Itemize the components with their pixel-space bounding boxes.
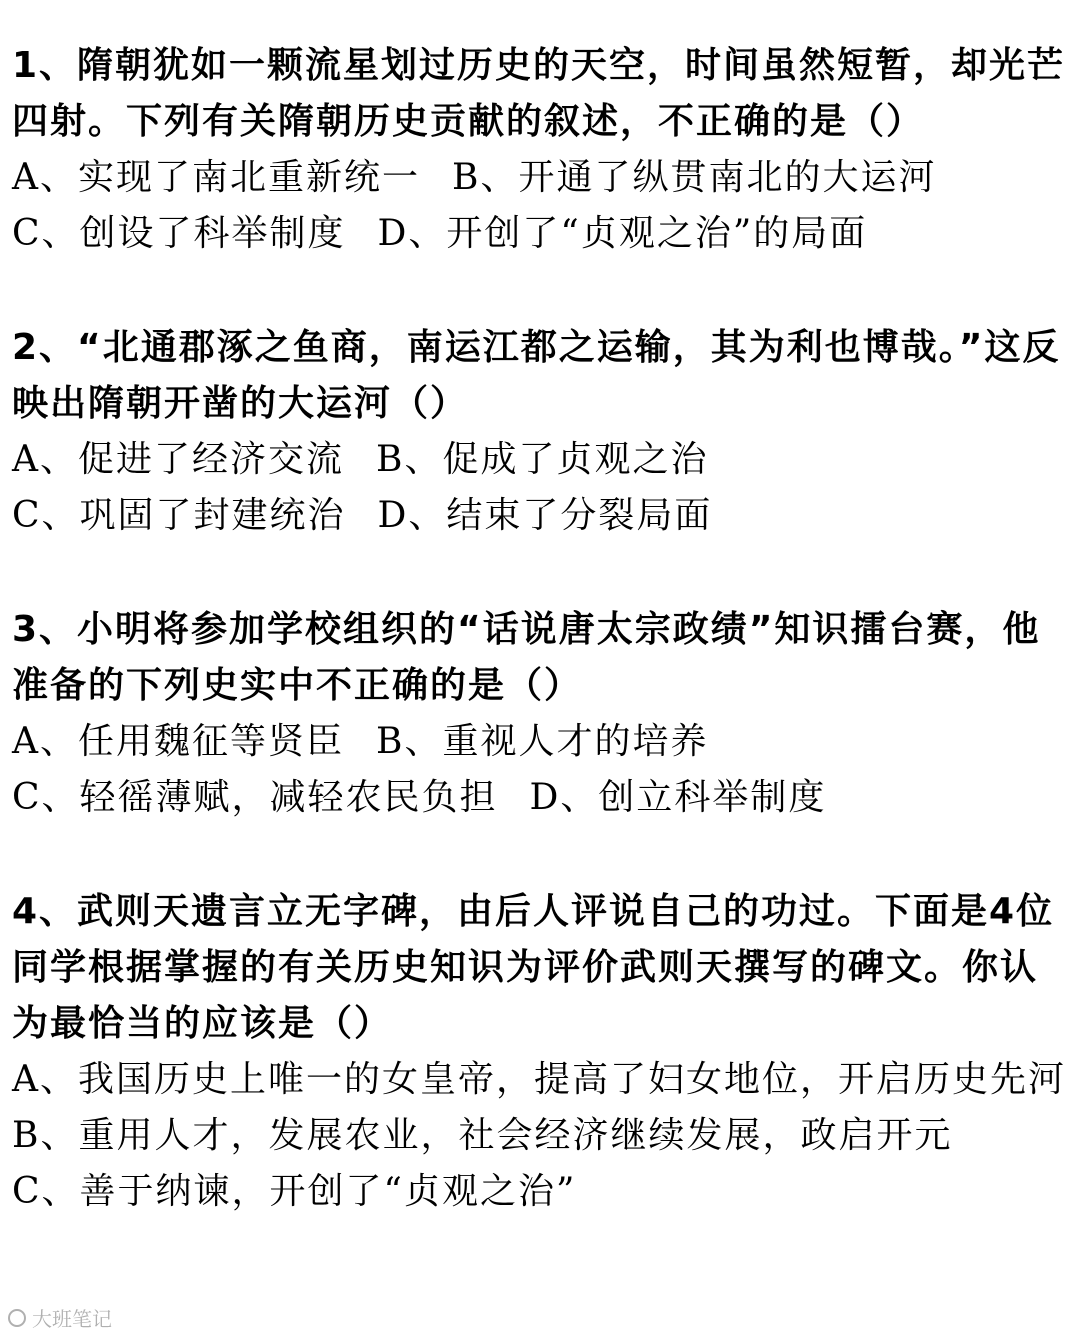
option-a: A、我国历史上唯一的女皇帝，提高了妇女地位，开启历史先河 [12, 1059, 1066, 1100]
option-a: A、任用魏征等贤臣 [12, 721, 344, 762]
option-a: A、促进了经济交流 [12, 439, 344, 480]
option-c: C、轻徭薄赋，减轻农民负担 [12, 777, 498, 818]
watermark [8, 1303, 112, 1332]
option-c: C、创设了科举制度 [12, 213, 346, 254]
question-stem: 1、隋朝犹如一颗流星划过历史的天空，时间虽然短暂，却光芒四射。下列有关隋朝历史贡献的叙述，不正确的是（） [12, 45, 1066, 142]
option-row [12, 1108, 1070, 1164]
question-3 [12, 602, 1070, 826]
question-stem: 3、小明将参加学校组织的“话说唐太宗政绩”知识擂台赛，他准备的下列史实中不正确的是（） [12, 609, 1041, 706]
option-row [12, 432, 1070, 488]
option-d: D、创立科举制度 [529, 777, 827, 818]
question-stem: 2、“北通郡涿之鱼商，南运江都之运输，其为利也博哉。”这反映出隋朝开凿的大运河（） [12, 327, 1061, 424]
option-row [12, 150, 1070, 206]
option-b: B、重视人才的培养 [376, 721, 709, 762]
option-c: C、善于纳谏，开创了“贞观之治” [12, 1171, 577, 1212]
option-b: B、促成了贞观之治 [376, 439, 709, 480]
question-list [12, 38, 1070, 1220]
option-row [12, 1052, 1070, 1108]
option-row [12, 1164, 1070, 1220]
option-d: D、结束了分裂局面 [377, 495, 713, 536]
question-4 [12, 884, 1070, 1220]
question-2 [12, 320, 1070, 544]
option-b: B、开通了纵贯南北的大运河 [452, 157, 937, 198]
option-row [12, 488, 1070, 544]
option-a: A、实现了南北重新统一 [12, 157, 420, 198]
option-row [12, 770, 1070, 826]
option-row [12, 206, 1070, 262]
question-1 [12, 38, 1070, 262]
option-c: C、巩固了封建统治 [12, 495, 346, 536]
option-d: D、开创了“贞观之治”的局面 [377, 213, 868, 254]
watermark-text: 大班笔记 [32, 1307, 112, 1331]
option-b: B、重用人才，发展农业，社会经济继续发展，政启开元 [12, 1115, 953, 1156]
question-stem: 4、武则天遗言立无字碑，由后人评说自己的功过。下面是4位同学根据掌握的有关历史知识为评价武则天撰写的碑文。你认为最恰当的应该是（） [12, 891, 1055, 1044]
logo-circle-icon [8, 1309, 26, 1327]
option-row [12, 714, 1070, 770]
